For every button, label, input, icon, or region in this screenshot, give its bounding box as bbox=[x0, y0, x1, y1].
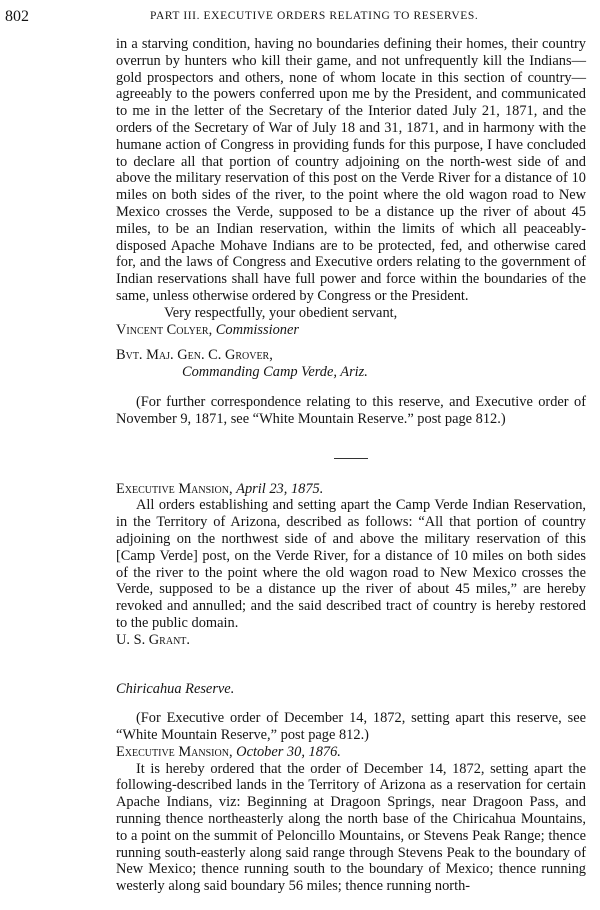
order2-place: Executive Mansion, bbox=[116, 743, 233, 760]
signer-name: Vincent Colyer, bbox=[116, 321, 213, 338]
order1-text: All orders establishing and setting apart the Camp Verde Indian Reservation, in the Territory of Arizona, described as follows: “All that portion of country adjoining on the northwest side of and above the military reservation of this [Camp Verde] post, on the Verde River, for a distance of 10 miles on both sides of the river to the point where the old wagon road to New Mexico crosses the Verde, supposed to be a distance up the river of about 45 miles,” are hereby revoked and annulled; and the said described tract of country is hereby restored to the public domain. bbox=[116, 497, 586, 631]
signer-title: Commissioner bbox=[215, 321, 299, 338]
section-heading: Chiricahua Reserve. bbox=[116, 680, 235, 697]
running-head: PART III. EXECUTIVE ORDERS RELATING TO RESERVES. bbox=[150, 10, 479, 22]
page-body bbox=[116, 36, 586, 895]
order2-text: It is hereby ordered that the order of December 14, 1872, setting apart the following-described lands in the Territory of Arizona as a reservation for certain Apache Indians, viz: Beginning at Dragoon Springs, near Dragoon Pass, and running thence northeasterly along the north base of the Chiricahua Mountains, to a point on the summit of Peloncillo Mountains, or Stevens Peak Range; thence running south-easterly along said range through Stevens Peak to the boundary of New Mexico; thence running south to the boundary of Mexico; thence running westerly along said boundary 56 miles; thence running north- bbox=[116, 760, 586, 895]
addressee: Bvt. Maj. Gen. C. Grover, bbox=[116, 347, 273, 364]
order1-place: Executive Mansion, bbox=[116, 480, 233, 497]
correspondence-note: (For further correspondence relating to this reserve, and Executive order of November 9, 1871, see “White Mountain Reserve.” post page 812.) bbox=[116, 393, 586, 427]
order2-dateline bbox=[116, 744, 586, 761]
letter-closing: Very respectfully, your obedient servant, bbox=[164, 304, 398, 321]
page-number: 802 bbox=[5, 8, 29, 25]
order2-date: October 30, 1876. bbox=[236, 743, 341, 760]
order1-dateline bbox=[116, 481, 586, 498]
letter-signature bbox=[116, 322, 586, 339]
order1-date: April 23, 1875. bbox=[236, 480, 324, 497]
section-rule bbox=[334, 458, 368, 459]
addressee-title: Commanding Camp Verde, Ariz. bbox=[182, 364, 368, 381]
letter-body: in a starving condition, having no boundaries defining their homes, their country overrun by hunters who kill their game, and not unfrequently kill the Indians—gold prospectors and others, none of whom locate in this section of country—agreeably to the powers conferred upon me by the President, and communicated to me in the letter of the Secretary of the Interior dated July 21, 1871, and the orders of the Secretary of War of July 18 and 31, 1871, and in harmony with the humane action of Congress in providing funds for this purpose, I have concluded to declare all that portion of country adjoining on the north-west side of and above the military reservation of this post on the Verde River for a distance of 10 miles on both sides of the river, to the point where the old wagon road to New Mexico crosses the Verde, supposed to be a distance up the river of about 45 miles, to be an Indian reservation, within the limits of which all peaceably-disposed Apache Mohave Indians are to be protected, fed, and otherwise cared for, and the laws of Congress and Executive orders relating to the government of Indian reservations shall have full power and force within the boundaries of the same, unless otherwise ordered by Congress or the President. bbox=[116, 36, 586, 304]
order1-signature: U. S. Grant. bbox=[116, 631, 190, 648]
reserve-note: (For Executive order of December 14, 1872, setting apart this reserve, see “White Mountain Reserve,” post page 812.) bbox=[116, 710, 586, 744]
